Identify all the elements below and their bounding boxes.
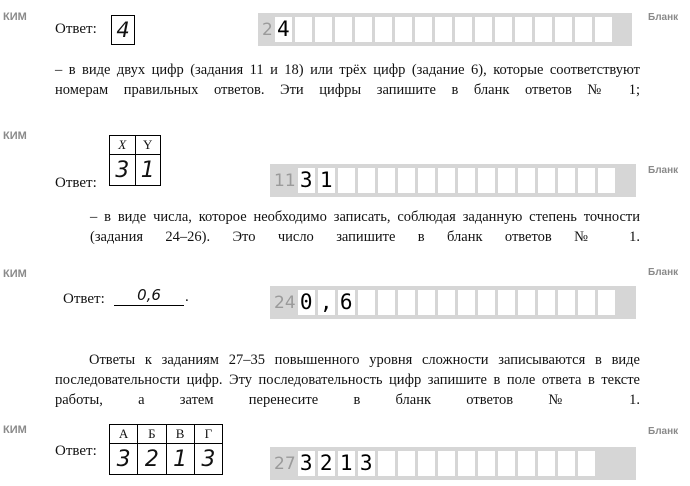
form-cell	[558, 290, 575, 315]
form-cell	[578, 290, 595, 315]
kim-label: КИМ	[3, 130, 27, 142]
form-cell	[578, 168, 595, 193]
answer-value: 4	[116, 18, 130, 42]
blank-label: Бланк	[648, 165, 679, 176]
answer-cell: 3	[194, 444, 222, 475]
form-cell	[475, 17, 492, 42]
form-cell	[595, 17, 612, 42]
form-cell: 4	[275, 17, 292, 42]
form-cell	[418, 451, 435, 476]
form-cell: 3	[358, 451, 375, 476]
answer-cell: 3	[110, 155, 136, 186]
kim-label: КИМ	[3, 424, 27, 436]
form-cell	[295, 17, 312, 42]
form-cell	[535, 17, 552, 42]
column-header: X	[110, 136, 136, 155]
form-cell	[478, 168, 495, 193]
answer-form-strip	[270, 164, 636, 197]
form-cell: 2	[318, 451, 335, 476]
form-cell	[478, 290, 495, 315]
form-cell	[458, 451, 475, 476]
answer-label: Ответ:	[63, 291, 105, 307]
form-cell	[418, 168, 435, 193]
form-cell	[435, 17, 452, 42]
form-cell	[335, 17, 352, 42]
answer-cell: 1	[135, 155, 161, 186]
task-number: 24	[274, 292, 296, 313]
form-cell: 0	[298, 290, 315, 315]
paragraph-1: – в виде двух цифр (задания 11 и 18) или трёх цифр (задание 6), которые соответствуют номерам правильных ответов. Эти цифры запишите в бланк ответов № 1;	[55, 62, 640, 98]
form-cell	[555, 17, 572, 42]
form-cell	[498, 168, 515, 193]
task-number: 11	[274, 170, 296, 191]
task-number: 27	[274, 453, 296, 474]
blank-label: Бланк	[648, 426, 679, 437]
form-cell	[598, 168, 615, 193]
answer-cell: 2	[138, 444, 166, 475]
form-cell	[438, 168, 455, 193]
answer-label: Ответ:	[55, 21, 97, 37]
form-cell	[355, 17, 372, 42]
task-number: 2	[262, 19, 273, 40]
form-cell	[398, 168, 415, 193]
form-cell	[538, 290, 555, 315]
answer-box	[111, 15, 135, 45]
form-cell	[575, 17, 592, 42]
form-cell	[598, 290, 615, 315]
form-cell	[498, 290, 515, 315]
form-cell	[558, 451, 575, 476]
form-cell	[398, 451, 415, 476]
answer-cell: 3	[110, 444, 138, 475]
answer-table-abvg	[109, 424, 223, 475]
answer-form-strip	[270, 447, 636, 480]
form-cell	[375, 17, 392, 42]
blank-label: Бланк	[648, 12, 679, 23]
form-cell	[315, 17, 332, 42]
answer-label: Ответ:	[55, 443, 97, 459]
paragraph-3: Ответы к заданиям 27–35 повышенного уровня сложности записываются в виде последовательности цифр. Эту последовательность цифр запишите в поле ответа в тексте работы, а затем перенесите в бланк ответов № 1.	[55, 352, 640, 408]
form-cell	[578, 451, 595, 476]
form-cell	[378, 451, 395, 476]
form-cell	[515, 17, 532, 42]
form-cell	[395, 17, 412, 42]
column-header: Y	[135, 136, 161, 155]
column-header: В	[166, 425, 194, 444]
form-cell	[398, 290, 415, 315]
form-cell: 3	[298, 168, 315, 193]
form-cell	[358, 168, 375, 193]
form-cell: 3	[298, 451, 315, 476]
form-cell	[518, 451, 535, 476]
column-header: Б	[138, 425, 166, 444]
form-cell: 1	[338, 451, 355, 476]
form-cell	[478, 451, 495, 476]
answer-cell: 1	[166, 444, 194, 475]
answer-form-strip	[270, 286, 636, 319]
answer-underline-field	[114, 285, 184, 306]
form-cell	[458, 290, 475, 315]
form-cell	[538, 168, 555, 193]
form-cell	[378, 168, 395, 193]
form-cell	[538, 451, 555, 476]
form-cell	[455, 17, 472, 42]
form-cell	[458, 168, 475, 193]
paragraph-2: – в виде числа, которое необходимо записать, соблюдая заданную степень точности (задания 24–26). Это число запишите в бланк ответов № 1.	[90, 209, 640, 245]
answer-form-strip	[258, 13, 632, 46]
form-cell	[338, 168, 355, 193]
form-cell	[558, 168, 575, 193]
form-cell: ,	[318, 290, 335, 315]
form-cell	[378, 290, 395, 315]
kim-label: КИМ	[3, 268, 27, 280]
column-header: Г	[194, 425, 222, 444]
blank-label: Бланк	[648, 267, 679, 278]
form-cell	[415, 17, 432, 42]
form-cell	[518, 168, 535, 193]
answer-period: .	[185, 289, 189, 305]
form-cell	[358, 290, 375, 315]
form-cell	[498, 451, 515, 476]
form-cell	[518, 290, 535, 315]
form-cell: 6	[338, 290, 355, 315]
column-header: А	[110, 425, 138, 444]
form-cell	[438, 290, 455, 315]
form-cell	[418, 290, 435, 315]
form-cell	[495, 17, 512, 42]
answer-table-xy	[109, 135, 161, 186]
form-cell: 1	[318, 168, 335, 193]
answer-value: 0,6	[137, 286, 161, 304]
answer-label: Ответ:	[55, 175, 97, 191]
form-cell	[438, 451, 455, 476]
kim-label: КИМ	[3, 11, 27, 23]
